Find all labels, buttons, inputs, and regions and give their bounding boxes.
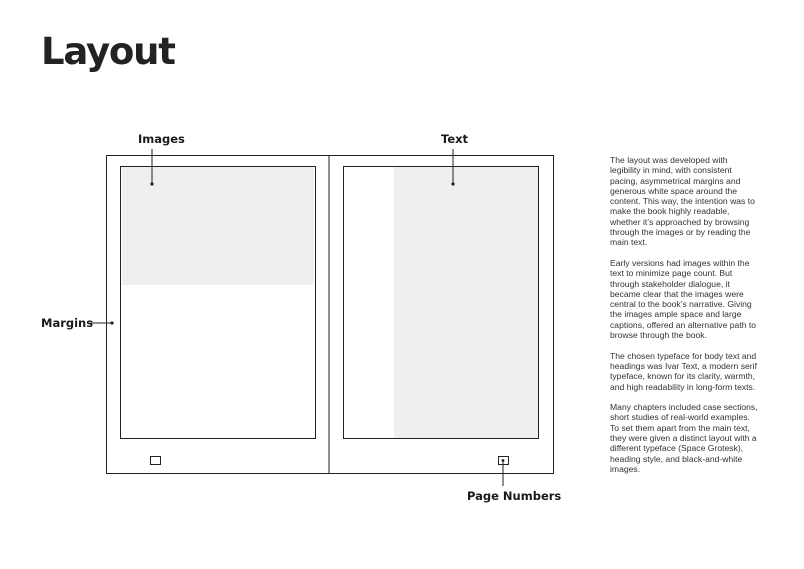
- left-page-number-box: [151, 457, 161, 465]
- page-numbers-leader-dot: [502, 459, 505, 462]
- description-paragraph: Many chapters included case sections, short studies of real-world examples. To set them apart from the main text, they were given a distinct layout with a different typeface (Space Grotesk), heading style, and black-and-white images.: [610, 402, 758, 474]
- margins-label: Margins: [41, 316, 94, 330]
- page-numbers-label: Page Numbers: [467, 489, 562, 503]
- images-label: Images: [138, 132, 185, 146]
- images-leader-dot: [150, 182, 153, 185]
- right-page-text-area: [394, 167, 538, 439]
- text-label: Text: [441, 132, 469, 146]
- description-paragraph: Early versions had images within the text to minimize page count. But through stakeholder dialogue, it became clear that the images were central to the book’s narrative. Giving the images ample space and large captions, offered an alternative path to browse through the book.: [610, 257, 757, 341]
- description-text: [610, 155, 760, 485]
- page-title: Layout: [41, 30, 175, 73]
- margins-leader-dot: [110, 321, 113, 324]
- description-paragraph: The chosen typeface for body text and headings was Ivar Text, a modern serif typeface, known for its clarity, warmth, and high readability in long-form texts.: [610, 350, 757, 392]
- text-leader-dot: [451, 182, 454, 185]
- description-paragraph: The layout was developed with legibility in mind, with consistent pacing, asymmetrical margins and generous white space around the content. This way, the intention was to make the book highly readable, whether it’s approached by browsing through the images or by reading the main text.: [610, 155, 755, 248]
